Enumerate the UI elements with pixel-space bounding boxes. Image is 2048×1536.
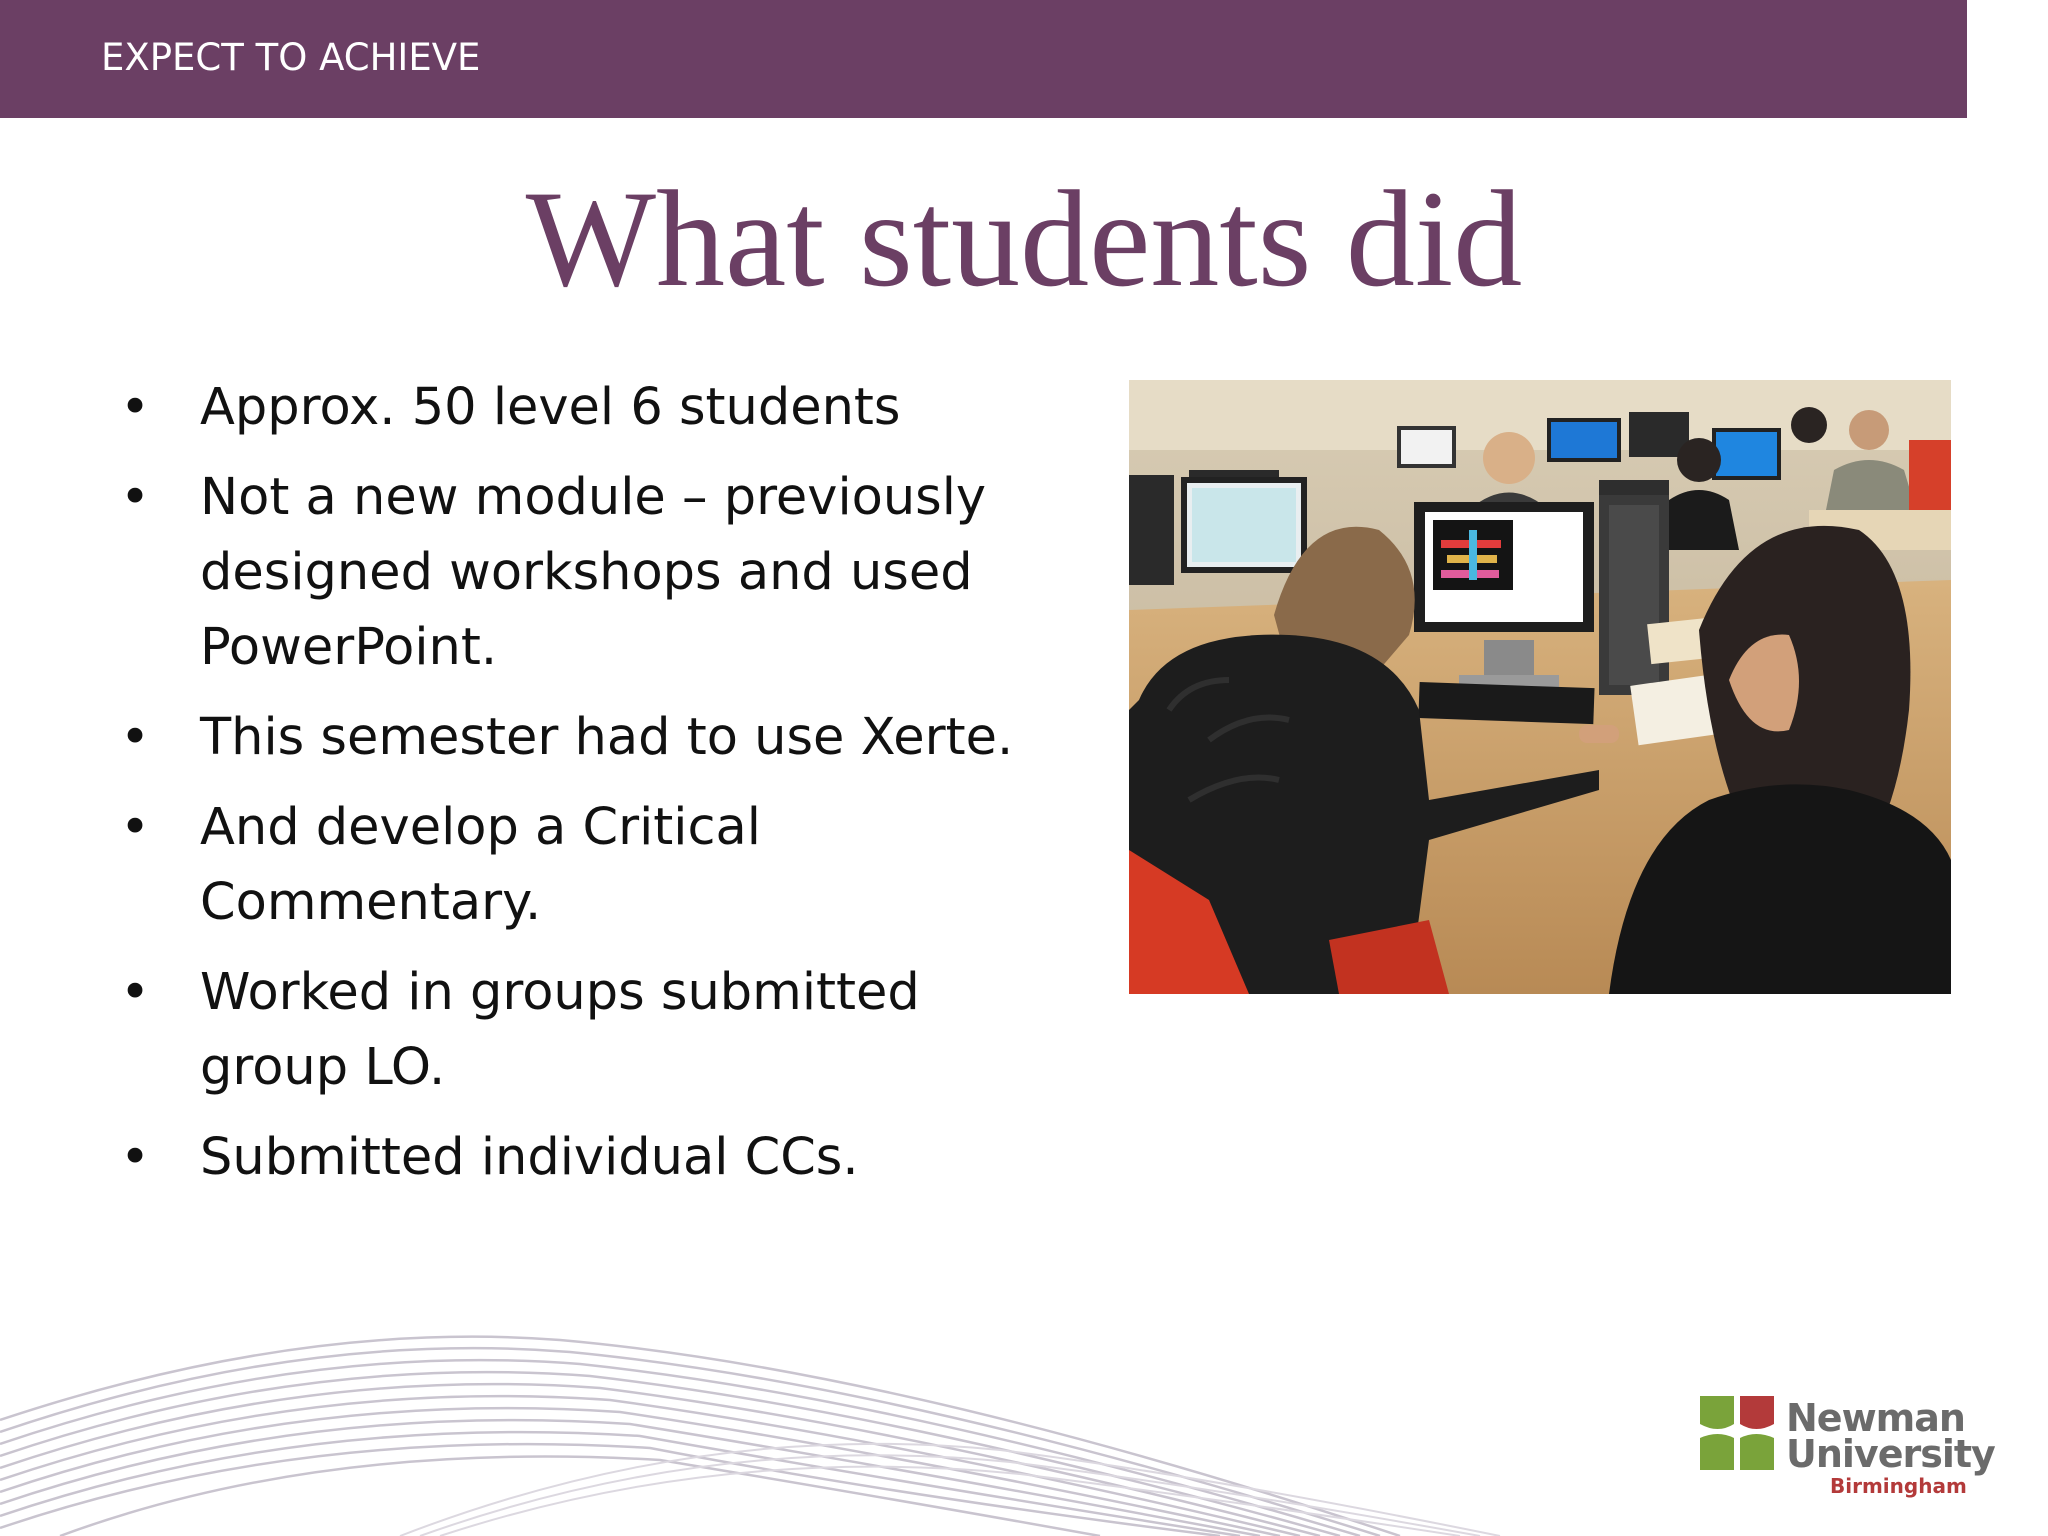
bullet-dot: •: [120, 378, 151, 437]
bullet-text: Worked in groups submitted group LO.: [200, 963, 920, 1097]
header-bar: [0, 0, 1967, 118]
logo-line-2: University: [1786, 1432, 1995, 1476]
bullet-item: [120, 700, 1040, 775]
bullet-dot: •: [120, 963, 151, 1022]
newman-university-logo: [1698, 1390, 1995, 1500]
slide-title: What students did: [525, 162, 1523, 315]
bullet-item: [120, 955, 1040, 1105]
logo-line-3: Birmingham: [1830, 1474, 1967, 1498]
bullet-dot: •: [120, 468, 151, 527]
bullet-list: [120, 370, 1040, 1210]
bullet-item: [120, 370, 1040, 445]
bullet-text: This semester had to use Xerte.: [200, 708, 1014, 767]
bullet-item: [120, 460, 1040, 685]
bullet-text: Submitted individual CCs.: [200, 1128, 859, 1187]
bullet-dot: •: [120, 798, 151, 857]
bullet-dot: •: [120, 1128, 151, 1187]
logo-line-1: Newman: [1786, 1396, 1965, 1440]
header-tagline: EXPECT TO ACHIEVE: [101, 36, 481, 79]
bullet-dot: •: [120, 708, 151, 767]
bullet-text: Approx. 50 level 6 students: [200, 378, 901, 437]
bullet-item: [120, 1120, 1040, 1195]
classroom-photo: [1129, 380, 1951, 994]
bullet-item: [120, 790, 1040, 940]
logo-mark-icon: [1698, 1394, 1778, 1474]
bullet-text: And develop a Critical Commentary.: [200, 798, 761, 932]
bullet-text: Not a new module – previously designed workshops and used PowerPoint.: [200, 468, 987, 677]
